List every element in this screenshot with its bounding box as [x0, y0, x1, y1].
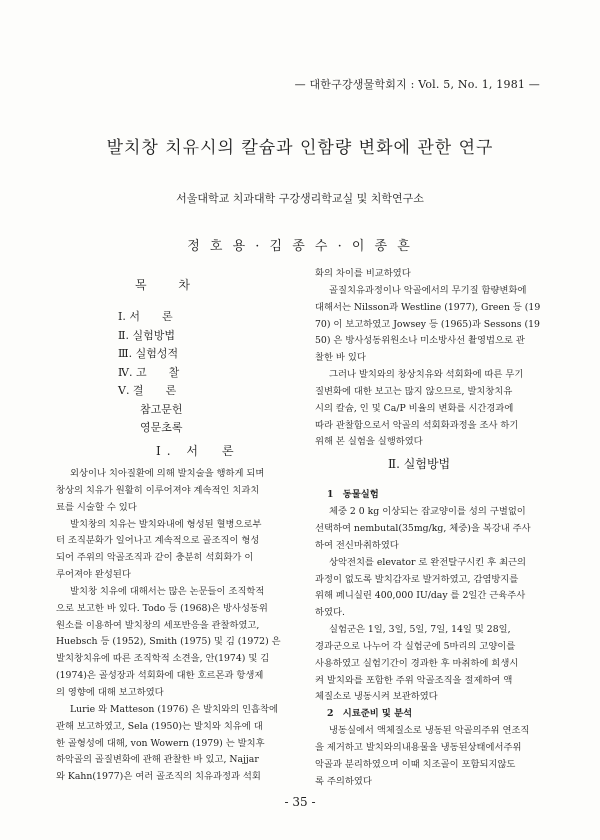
text-line: 하악골의 골질변화에 관해 관찰한 바 있고, Najjar: [56, 754, 259, 766]
text-line: 위해 페니실린 400,000 IU/day 를 2일간 근육주사: [315, 590, 526, 602]
text-line: 선택하여 nembutal(35mg/kg, 체중)을 복강내 주사: [315, 522, 531, 534]
text-line: Huebsch 등 (1952), Smith (1975) 및 김 (1972) 은: [56, 636, 281, 648]
text-line: 냉동실에서 액체질소로 냉동된 악골의주위 연조직: [329, 725, 530, 737]
introduction-text: [56, 466, 306, 786]
text-line: 외상이나 치아질환에 의해 발치술을 행하게 되며: [70, 468, 265, 479]
right-column-text: [315, 266, 555, 790]
table-of-contents: [118, 308, 183, 438]
text-line: 루어져야 완성된다: [56, 569, 131, 581]
text-line: 체질소로 냉동시켜 보관하였다: [315, 691, 438, 703]
text-line: 경과군으로 나누어 각 실험군에 5마리의 고양이를: [315, 640, 516, 652]
text-line: 료를 시술할 수 있다: [56, 501, 137, 513]
toc-item: Ⅰ. 서 론: [118, 310, 173, 323]
section-heading-methods: Ⅱ. 실험방법: [388, 457, 451, 471]
toc-item: Ⅴ. 결 론: [118, 384, 177, 397]
text-line: 50) 은 방사성동위원소나 미소방사선 촬영법으로 관: [315, 335, 525, 347]
text-line: 상악전치를 elevator 로 완전탈구시킨 후 최근의: [329, 556, 527, 568]
text-line: 대해서는 Nilsson과 Westline (1977), Green 등 (19: [315, 301, 541, 313]
text-line: 70) 이 보고하였고 Jowsey 등 (1965)과 Sessons (19: [315, 318, 540, 330]
text-line: 화의 차이를 비교하였다: [315, 268, 411, 279]
toc-item: 참고문헌: [118, 402, 183, 416]
toc-heading: 목 차: [135, 278, 204, 292]
page-number: - 35 -: [284, 795, 316, 809]
text-line: 위해 본 실험을 실행하였다: [315, 436, 423, 448]
subsection-heading-animal-experiment: 1 동물실험: [327, 489, 379, 501]
text-line: 와 Kahn(1977)은 여러 골조직의 치유과정과 석회: [56, 771, 261, 783]
text-line: 하여 전신마취하였다: [315, 539, 399, 551]
text-line: 원소를 이용하여 발치창의 세포반응을 관찰하였고,: [56, 619, 260, 631]
text-line: 켜 발치와를 포함한 주위 악골조직을 절제하여 액: [315, 674, 513, 686]
text-line: 으로 보고한 바 있다. Todo 등 (1968)은 방사성동위: [56, 602, 268, 614]
toc-item: Ⅲ. 실험성적: [118, 347, 179, 360]
text-line: 터 조직분화가 일어나고 계속적으로 골조직이 형성: [56, 535, 260, 547]
authors: 정 호 용 · 김 종 수 · 이 종 흔: [187, 239, 413, 254]
subsection-heading-sample-preparation: 2 시료준비 및 분석: [327, 708, 413, 720]
text-line: 록 주의하였다: [315, 775, 372, 787]
toc-item: Ⅳ. 고 찰: [118, 365, 180, 379]
toc-item: Ⅱ. 실험방법: [118, 328, 175, 342]
text-line: 체중 2 0 kg 이상되는 잡교양이를 성의 구별없이: [329, 506, 526, 518]
text-line: 되어 주위의 악골조직과 같이 충분히 석회화가 이: [56, 552, 254, 564]
text-line: 을 제거하고 발치와의내용물을 냉동된상태에서주위: [315, 741, 522, 753]
text-line: 악골과 분리하였으며 이때 치조골이 포함되지않도: [315, 758, 516, 770]
text-line: 의 영향에 대해 보고하였다: [56, 686, 164, 698]
paper-title: 발치창 치유시의 칼슘과 인함량 변화에 관한 연구: [106, 138, 494, 158]
text-line: 관해 보고하였고, Sela (1950)는 발치와 치유에 대: [56, 720, 263, 732]
text-line: 질변화에 대한 보고는 많지 않으므로, 발치창치유: [315, 385, 513, 397]
text-line: 시의 칼슘, 인 및 Ca/P 비율의 변화를 시간경과에: [315, 402, 514, 414]
text-line: 사용하였고 실험기간이 경과한 후 마취하에 희생시: [315, 657, 519, 669]
affiliation: 서울대학교 치과대학 구강생리학교실 및 치학연구소: [176, 192, 424, 205]
journal-header: — 대한구강생물학회지 : Vol. 5, No. 1, 1981 —: [294, 78, 540, 91]
text-line: 골질치유과정이나 악골에서의 무기질 함량변화에: [329, 284, 527, 296]
text-line: 과정이 없도록 발치감자로 발거하였고, 감염방지를: [315, 573, 519, 585]
text-line: 찰한 바 있다: [315, 352, 366, 364]
text-line: Lurie 와 Matteson (1976) 은 발치와의 인흡착에: [70, 703, 278, 715]
text-line: 발치창 치유에 대해서는 많은 논문들이 조직학적: [70, 585, 265, 597]
text-line: 그러나 발치와의 창상치유와 석회화에 따른 무기: [329, 369, 524, 381]
text-line: 따라 관찰함으로서 악골의 석회화과정을 조사 하기: [315, 419, 519, 431]
text-line: 실험군은 1일, 3일, 5일, 7일, 14일 및 28일,: [329, 624, 511, 636]
section-heading-introduction: Ⅰ. 서 론: [156, 444, 240, 458]
text-line: 하였다.: [315, 607, 345, 619]
text-line: (1974)은 골성장과 석회화에 대한 호르몬과 항생제: [56, 670, 264, 682]
text-line: 발치창의 치유는 발치와내에 형성된 혈병으로부: [70, 518, 262, 530]
text-line: 발치창치유에 따른 조직학적 소견을, 안(1974) 및 김: [56, 653, 270, 665]
text-line: 한 골형성에 대해, von Wowern (1979) 는 발치후: [56, 737, 265, 749]
toc-item: 영문초록: [118, 421, 183, 434]
text-line: 창상의 치유가 원활히 이루어져야 계속적인 치과치: [56, 484, 260, 496]
